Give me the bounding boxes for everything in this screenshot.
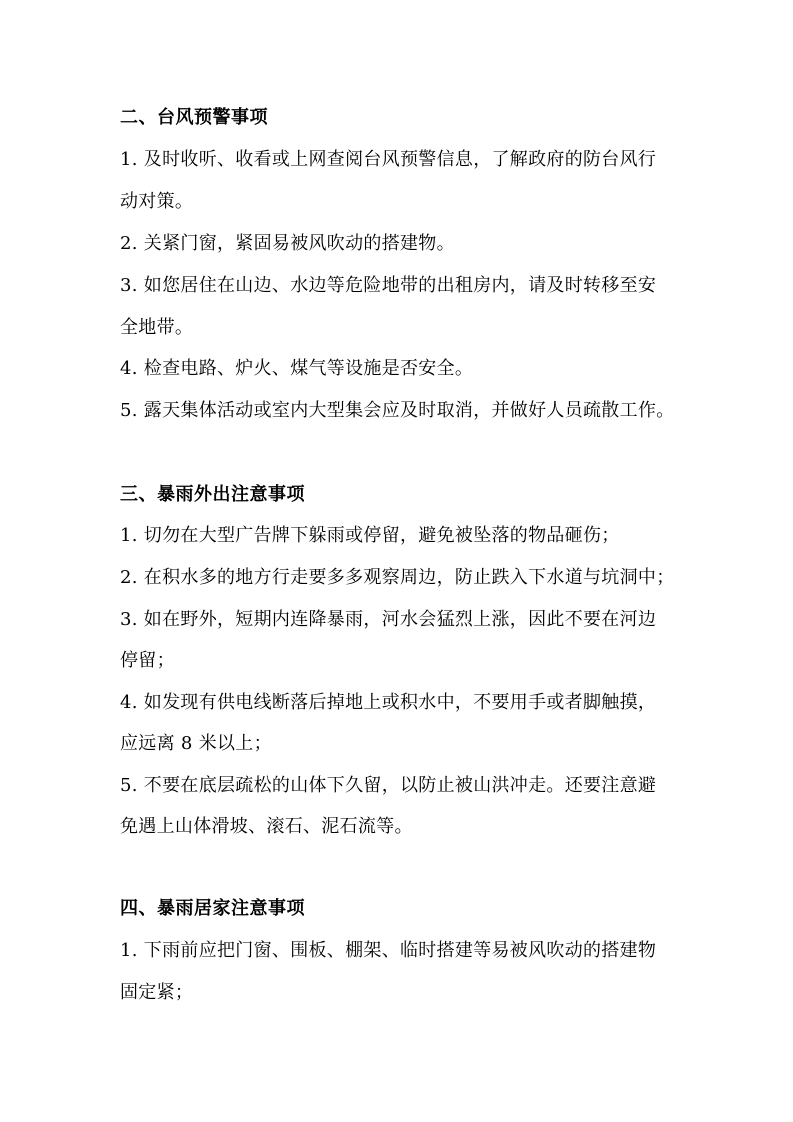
paragraph-line: 5. 不要在底层疏松的山体下久留，以防止被山洪冲走。还要注意避 [120,775,657,796]
section-heading-rain-home: 四、暴雨居家注意事项 [120,898,305,919]
paragraph-line: 动对策。 [120,191,194,212]
paragraph-line: 免遇上山体滑坡、滚石、泥石流等。 [120,816,413,837]
paragraph-line: 2. 在积水多的地方行走要多多观察周边，防止跌入下水道与坑洞中； [120,567,675,588]
paragraph-line: 固定紧； [120,982,194,1003]
paragraph-line: 5. 露天集体活动或室内大型集会应及时取消，并做好人员疏散工作。 [120,400,675,421]
section-heading-typhoon: 二、台风预警事项 [120,107,268,128]
paragraph-line: 1. 下雨前应把门窗、围板、棚架、临时搭建等易被风吹动的搭建物 [120,940,657,961]
paragraph-line: 1. 切勿在大型广告牌下躲雨或停留，避免被坠落的物品砸伤； [120,525,620,546]
paragraph-line: 停留； [120,650,175,671]
paragraph-line: 2. 关紧门窗，紧固易被风吹动的搭建物。 [120,233,455,254]
section-heading-rain-outdoors: 三、暴雨外出注意事项 [120,484,305,505]
paragraph-line: 1. 及时收听、收看或上网查阅台风预警信息，了解政府的防台风行 [120,149,657,170]
paragraph-line: 应远离 8 米以上； [120,733,272,754]
paragraph-line: 3. 如在野外，短期内连降暴雨，河水会猛烈上涨，因此不要在河边 [120,609,657,630]
paragraph-line: 3. 如您居住在山边、水边等危险地带的出租房内，请及时转移至安 [120,275,657,296]
paragraph-line: 4. 如发现有供电线断落后掉地上或积水中，不要用手或者脚触摸， [120,692,657,713]
paragraph-line: 全地带。 [120,317,194,338]
paragraph-line: 4. 检查电路、炉火、煤气等设施是否安全。 [120,358,474,379]
